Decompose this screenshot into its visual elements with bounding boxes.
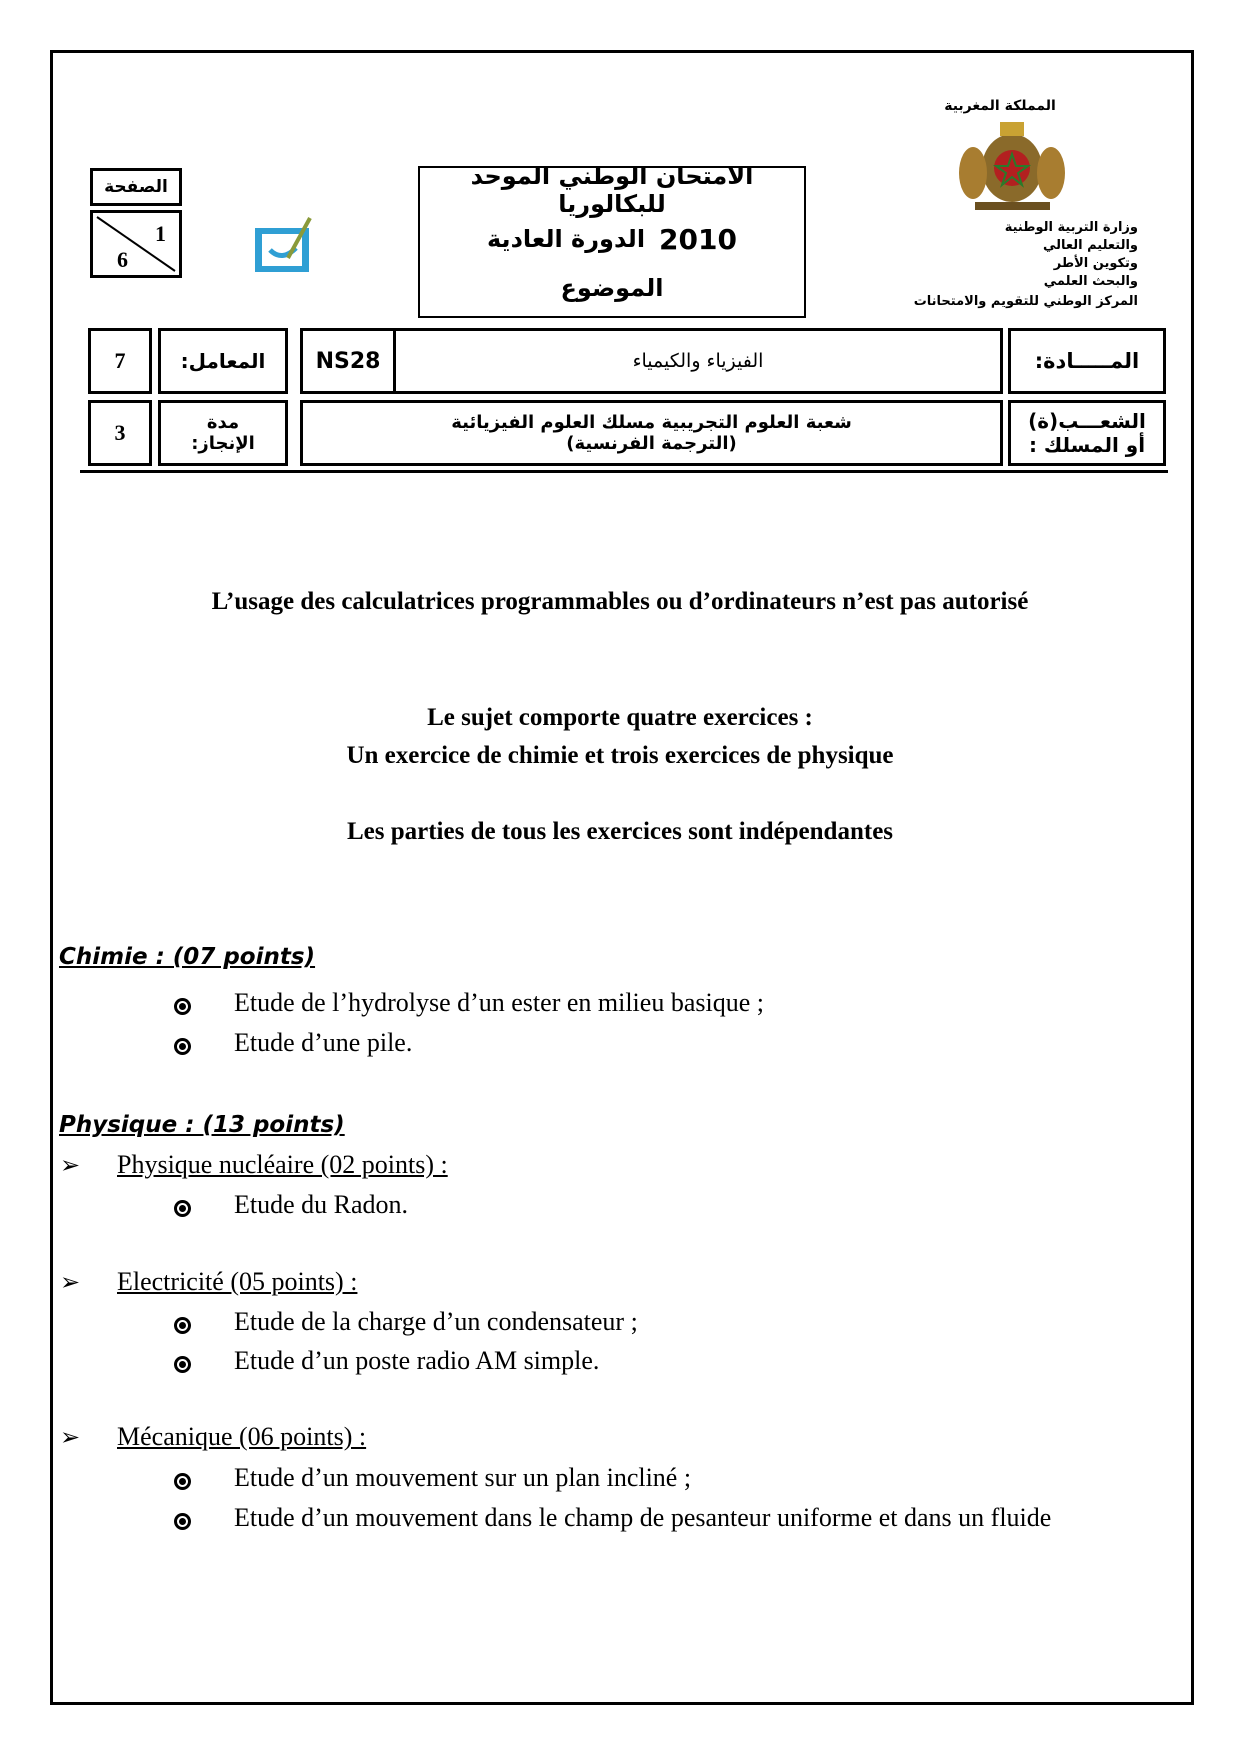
subject-value-cell bbox=[393, 328, 1003, 394]
mecanique-item-1: Etude d’un mouvement sur un plan incliné ; bbox=[234, 1463, 692, 1492]
arrow-bullet-icon: ➢ bbox=[60, 1268, 81, 1296]
evaluation-center-name: المركز الوطني للتقويم والامتحانات bbox=[913, 294, 1138, 309]
duration-label-1: مدة bbox=[206, 412, 240, 433]
coef-value-cell bbox=[88, 328, 152, 394]
chimie-item-1: Etude de l’hydrolyse d’un ester en milieu basique ; bbox=[234, 988, 764, 1017]
ministry-line-3: وتكوين الأطر bbox=[1053, 256, 1138, 271]
header-divider bbox=[80, 470, 1168, 473]
branch-label-2: أو المسلك : bbox=[1028, 433, 1146, 457]
intro-line-2: Un exercice de chimie et trois exercices de physique bbox=[346, 742, 894, 769]
bullet-icon bbox=[177, 1359, 188, 1370]
exam-subject-label: الموضوع bbox=[560, 274, 664, 302]
exam-session: الدورة العادية bbox=[487, 225, 646, 253]
exam-year: 2010 bbox=[659, 222, 737, 256]
ministry-line-1: وزارة التربية الوطنية bbox=[1004, 220, 1138, 235]
physique-heading: Physique : (13 points) bbox=[59, 1112, 345, 1138]
subject-value: الفيزياء والكيمياء bbox=[632, 350, 764, 372]
coef-value: 7 bbox=[114, 348, 126, 373]
duration-value: 3 bbox=[114, 420, 126, 445]
page-label-box bbox=[90, 168, 182, 206]
arrow-bullet-icon: ➢ bbox=[60, 1423, 81, 1451]
bullet-icon bbox=[177, 1041, 188, 1052]
bullet-icon bbox=[177, 1476, 188, 1487]
chimie-item-2: Etude d’une pile. bbox=[234, 1028, 413, 1057]
bullet-icon bbox=[177, 1320, 188, 1331]
subject-code-cell bbox=[300, 328, 396, 394]
nucleaire-title: Physique nucléaire (02 points) : bbox=[117, 1150, 448, 1179]
branch-value-1: شعبة العلوم التجريبية مسلك العلوم الفيزيائية bbox=[451, 412, 852, 433]
mecanique-title: Mécanique (06 points) : bbox=[117, 1422, 367, 1451]
calculator-notice: L’usage des calculatrices programmables ou d’ordinateurs n’est pas autorisé bbox=[211, 588, 1029, 615]
arrow-bullet-icon: ➢ bbox=[60, 1151, 81, 1179]
electricite-item-2: Etude d’un poste radio AM simple. bbox=[234, 1346, 600, 1375]
nucleaire-item-1: Etude du Radon. bbox=[234, 1190, 409, 1219]
subject-code: NS28 bbox=[315, 348, 381, 374]
ministry-line-2: والتعليم العالي bbox=[1043, 238, 1138, 253]
page-number-box bbox=[90, 210, 182, 278]
subject-label-cell bbox=[1008, 328, 1166, 394]
ministry-line-4: والبحث العلمي bbox=[1043, 274, 1138, 289]
electricite-item-1: Etude de la charge d’un condensateur ; bbox=[234, 1307, 638, 1336]
page-total: 6 bbox=[117, 247, 128, 272]
intro-line-3: Les parties de tous les exercices sont indépendantes bbox=[346, 818, 894, 845]
branch-value-2: (الترجمة الفرنسية) bbox=[566, 433, 737, 454]
kingdom-label: المملكة المغربية bbox=[944, 98, 1056, 114]
intro-line-1: Le sujet comporte quatre exercices : bbox=[427, 704, 813, 731]
branch-value-cell bbox=[300, 400, 1003, 466]
coef-label-cell bbox=[158, 328, 288, 394]
chimie-heading: Chimie : (07 points) bbox=[59, 944, 316, 970]
mecanique-item-2: Etude d’un mouvement dans le champ de pesanteur uniforme et dans un fluide bbox=[234, 1503, 1052, 1532]
branch-label-cell bbox=[1008, 400, 1166, 466]
page-current: 1 bbox=[155, 221, 166, 246]
bullet-icon bbox=[177, 1516, 188, 1527]
center-logo bbox=[252, 214, 318, 276]
page-label: الصفحة bbox=[104, 177, 168, 197]
duration-label-2: الإنجاز: bbox=[191, 433, 255, 454]
duration-value-cell bbox=[88, 400, 152, 466]
bullet-icon bbox=[177, 1203, 188, 1214]
coat-of-arms-emblem bbox=[955, 118, 1070, 213]
bullet-icon bbox=[177, 1001, 188, 1012]
duration-label-cell bbox=[158, 400, 288, 466]
subject-label: المـــــادة: bbox=[1034, 349, 1140, 373]
exam-session-row bbox=[420, 218, 804, 260]
page-diagonal-line bbox=[93, 213, 179, 275]
electricite-title: Electricité (05 points) : bbox=[117, 1267, 358, 1296]
exam-title: الامتحان الوطني الموحد للبكالوريا bbox=[470, 162, 754, 218]
coef-label: المعامل: bbox=[180, 349, 266, 373]
branch-label-1: الشعـــب(ة) bbox=[1028, 409, 1146, 433]
